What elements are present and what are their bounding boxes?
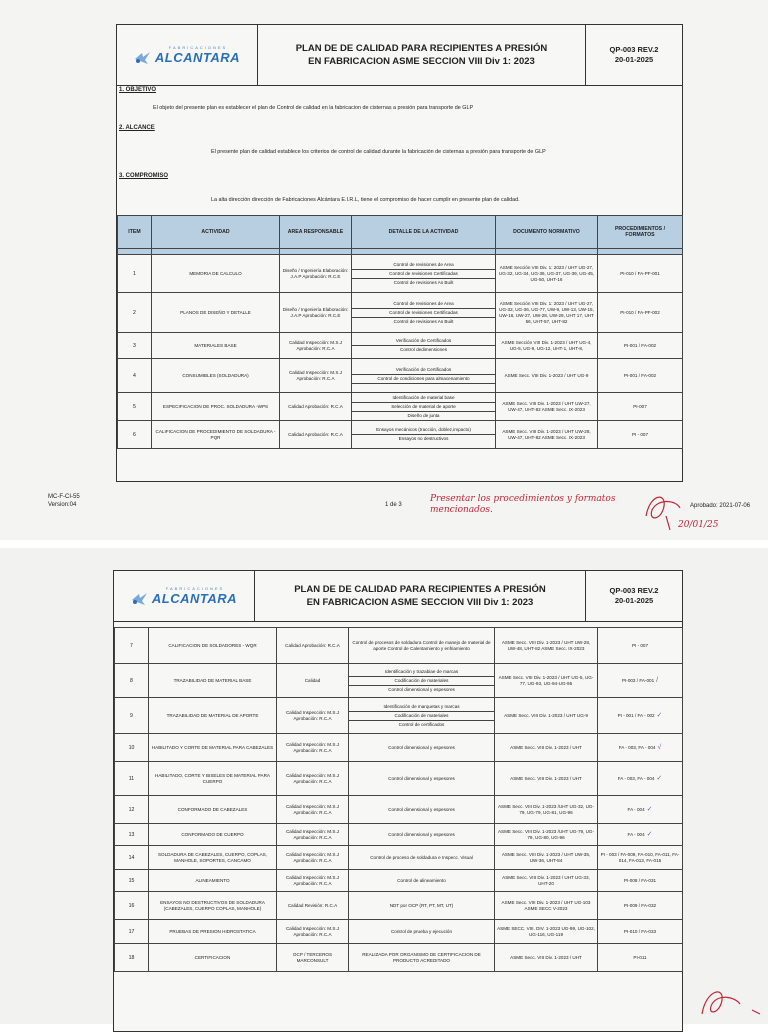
detalle-line [352, 384, 495, 386]
row-procedimientos: FA - 004 ✓ [598, 824, 683, 846]
table-row [118, 359, 683, 393]
detalle-line: Control de certificados [398, 721, 445, 727]
quality-plan-table-p2 [114, 627, 683, 972]
table-row [118, 333, 683, 359]
table-row [118, 393, 683, 421]
row-documento: ASME Secc. VIII Div. 1-2023 /UHT UG-32, UG-79, UG-79, UG-81, UG-96 [495, 796, 598, 824]
row-documento: ASME Secc. VIII Div. 1-2023 /UHT UG-79, UG-79, UG-80, UG-96 [495, 824, 598, 846]
row-area: Calidad Inspección: M.S.J Aprobación: R.C.A [277, 762, 349, 796]
logo-wordmark: ALCANTARA [154, 50, 241, 65]
row-documento: ASME Secc. VIII Div. 1-2023 / UHT [495, 734, 598, 762]
detalle-line: Control de revisiones de Area [352, 300, 495, 309]
detalle-line: Control de revisiones Certificadas [352, 270, 495, 279]
row-detalle [352, 393, 496, 421]
row-procedimientos: PI-009 / FA-032 [598, 892, 683, 920]
row-documento: ASME Secc. VIII Div. 1-2023 / UHT UW-28, UW-47, UHT-82 ASME Secc. IX-2023 [496, 421, 598, 449]
title-line-1: PLAN DE DE CALIDAD PARA RECIPIENTES A PRESIÓN [295, 43, 548, 54]
row-item: 2 [118, 293, 152, 333]
row-documento: ASME Secc. VIII Div. 1-2023 / UHT UW-28, UW-48, UHT-82 ASME Secc. IX-2023 [495, 628, 598, 664]
check-mark-icon: ✓ [654, 711, 663, 719]
row-documento: ASME Secc. VIII Div. 1-2023 / UHT [495, 762, 598, 796]
row-area: Calidad Aprobación: R.C.A [277, 628, 349, 664]
row-documento: ASME Secc. VIII Div. 1-2023 / UHT UW-27, UW-47, UHT-82 ASME Secc. IX-2023 [496, 393, 598, 421]
row-item: 6 [118, 421, 152, 449]
detalle-line: Control de alineamiento [397, 877, 446, 883]
quality-plan-table-p1 [117, 215, 683, 449]
row-area: Calidad Aprobación: R.C.A [280, 393, 352, 421]
alcantara-logo-icon [131, 592, 149, 606]
row-documento: ASME Secc. VIII Div. 1-2023 / UHT UG-33, UHT-20 [495, 870, 598, 892]
row-procedimientos: PI-001 / FA-002 [598, 359, 683, 393]
table-row [115, 664, 683, 698]
form-code: MC-F-CI-55 [48, 494, 80, 500]
row-actividad: ESPECIFICACION DE PROC. SOLDADURA -WPS [152, 393, 280, 421]
row-documento: ASME Secc. VIII Div. 1-2023 / UHT UG-5, UG-77, UG-93, UG-94-UG-95 [495, 664, 598, 698]
handwritten-note: Presentar los procedimientos y formatos mencionados. [430, 494, 616, 515]
table-row [115, 796, 683, 824]
detalle-line: Control de revisiones As Built [393, 318, 454, 324]
row-actividad: CERTIFICACION [149, 944, 277, 972]
row-area: Calidad Inspección: M.S.J Aprobación: R.C.A [280, 333, 352, 359]
title-line-2-p2: EN FABRICACION ASME SECCION VIII Div 1: 2023 [306, 597, 534, 608]
row-actividad: CALIFICACION DE PROCEDIMIENTO DE SOLDADURA - PQR [152, 421, 280, 449]
row-item: 16 [115, 892, 149, 920]
row-actividad: CONSUMIBLES (SOLDADURA) [152, 359, 280, 393]
row-area: Calidad Inspección: M.S.J Aprobación: R.C.A [277, 824, 349, 846]
detalle-line: Control dimensional y espesores [388, 775, 455, 781]
document-code-p2: QP-003 REV.2 [609, 586, 659, 595]
page-1-header [117, 25, 682, 86]
row-item: 10 [115, 734, 149, 762]
row-detalle [349, 664, 495, 698]
table-row [115, 628, 683, 664]
row-documento: ASME Secc. VIII Div. 1-2023 / UHT UG-9 [495, 698, 598, 734]
row-documento: ASME SECC. VIII. DIV. 1-2023 UG-99, UG-102, UG-116, UG-119 [495, 920, 598, 944]
row-area: Calidad Inspección: M.S.J Aprobación: R.C.A [277, 796, 349, 824]
detalle-line: NDT por OCP (RT, PT, MT, UT) [389, 902, 454, 908]
row-procedimientos: PI-010 / FA-PF-001 [598, 255, 683, 293]
alcantara-logo-icon [134, 51, 152, 65]
row-procedimientos: PI-010 / FA-033 [598, 920, 683, 944]
row-area: Calidad Inspección: M.S.J Aprobación: R.C.A [277, 920, 349, 944]
row-actividad: PLANOS DE DISEÑO Y DETALLE [152, 293, 280, 333]
row-procedimientos: FA - 003, FA - 004 ✓ [598, 762, 683, 796]
alcance-text: El presente plan de calidad establece los criterios de control de calidad durante la fabricación de cisternas a presión para transporte de GLP [211, 149, 546, 155]
title-line-2: EN FABRICACION ASME SECCION VIII Div 1: 2023 [308, 56, 535, 67]
col-area: AREA RESPONSABLE [280, 216, 352, 249]
table-row [118, 421, 683, 449]
table-row [115, 698, 683, 734]
row-area: Diseño / Ingeniería Elaboración: J.A.P Aprobación: R.C.E [280, 255, 352, 293]
row-detalle [349, 734, 495, 762]
detalle-line: Control de revisiones As Built [393, 279, 454, 285]
detalle-line: Control dimensional y espesores [388, 831, 455, 837]
row-procedimientos: PI-008 / FA-031 [598, 870, 683, 892]
row-procedimientos: PI-011 [598, 944, 683, 972]
page-1-frame [116, 24, 683, 482]
row-actividad: CONFORMADO DE CUERPO [149, 824, 277, 846]
document-title-p2 [255, 571, 586, 621]
row-actividad: MATERIALES BASE [152, 333, 280, 359]
row-item: 1 [118, 255, 152, 293]
col-documento: DOCUMENTO NORMATIVO [496, 216, 598, 249]
row-actividad: ALINEAMIENTO [149, 870, 277, 892]
row-actividad: ENSAYOS NO DESTRUCTIVOS DE SOLDADURA (CABEZALES, CUERPO COPLAS, MANHOLE) [149, 892, 277, 920]
row-procedimientos: PI - 007 [598, 628, 683, 664]
detalle-line: Identificación de material base [352, 394, 495, 403]
row-actividad: CONFORMADO DE CABEZALES [149, 796, 277, 824]
col-item: ITEM [118, 216, 152, 249]
row-item: 12 [115, 796, 149, 824]
detalle-line: Codificación de materiales [349, 677, 494, 686]
document-date: 20-01-2025 [614, 55, 654, 64]
col-actividad: ACTIVIDAD [152, 216, 280, 249]
row-procedimientos: PI - 007 [598, 421, 683, 449]
row-actividad: MEMORIA DE CALCULO [152, 255, 280, 293]
row-detalle [349, 628, 495, 664]
detalle-line: Control dimensional y espesores [388, 744, 455, 750]
col-detalle: DETALLE DE LA ACTIVIDAD [352, 216, 496, 249]
detalle-line: Identificación de marquetas y marcas [349, 703, 494, 712]
compromiso-text: La alta dirección dirección de Fabricaciones Alcántara E.I.R.L, tiene el compromiso de hacer cumplir en presente plan de calidad. [211, 197, 520, 203]
document-page-2 [0, 548, 768, 1024]
row-documento: ASME Secc. VIII Div. 1-2023 / UHT UG-9 [496, 359, 598, 393]
row-procedimientos: PI-003 / FA-001 / [598, 664, 683, 698]
table-row [118, 255, 683, 293]
table-row [118, 293, 683, 333]
row-documento: ASME Sección VIII Div. 1: 2023 / UHT UG-27, UG-32, UG-34, UG-36, UG-37, UG-39, UG-45, UG-50, UHT-16 [496, 255, 598, 293]
row-procedimientos: PI - 003 / FA-009, FA-010, FA-011, FA-014, FA-013, FA-015 [598, 846, 683, 870]
row-procedimientos: PI-001 / FA-002 [598, 333, 683, 359]
row-detalle [349, 944, 495, 972]
handwritten-date: 20/01/25 [678, 520, 719, 530]
table-row [115, 734, 683, 762]
row-area: Calidad [277, 664, 349, 698]
detalle-line: REALIZADA POR ORGANISMO DE CERTIFICACION DE PRODUCTO ACREDITADO [362, 951, 481, 963]
row-detalle [349, 824, 495, 846]
row-item: 4 [118, 359, 152, 393]
detalle-line: Verificación de Certificados [352, 366, 495, 375]
check-mark-icon: √ [655, 743, 662, 751]
document-code-box [586, 25, 682, 85]
check-mark-icon: ✓ [654, 774, 663, 782]
row-detalle [352, 255, 496, 293]
approval-date: Aprobado: 2021-07-06 [690, 503, 751, 509]
detalle-line: Verificación de Certificados [352, 337, 495, 346]
document-date-p2: 20-01-2025 [614, 596, 654, 605]
row-detalle [352, 359, 496, 393]
row-actividad: HABILITADO Y CORTE DE MATERIAL PARA CABEZALES [149, 734, 277, 762]
row-detalle [352, 293, 496, 333]
document-code: QP-003 REV.2 [609, 45, 659, 54]
row-detalle [352, 333, 496, 359]
form-version: Version:04 [48, 502, 77, 508]
detalle-line: Selección de material de aporte [352, 403, 495, 412]
logo-tagline-p2: FABRICACIONES [165, 586, 225, 591]
table-row [115, 892, 683, 920]
row-detalle [352, 421, 496, 449]
row-detalle [349, 698, 495, 734]
detalle-line: Control dimensional y espesores [388, 686, 455, 692]
row-item: 7 [115, 628, 149, 664]
row-item: 17 [115, 920, 149, 944]
row-area: Calidad Inspección: M.S.J Aprobación: R.C.A [277, 870, 349, 892]
compromiso-heading: 3. COMPROMISO [119, 173, 169, 179]
detalle-line: Control de prueba y ejecución [390, 928, 453, 934]
row-detalle [349, 892, 495, 920]
detalle-line: Control de proceso de soldadura e Inspecc. Visual [370, 854, 473, 860]
detalle-line: Ensayos no destructivos [398, 436, 449, 441]
page-2-frame [113, 570, 683, 1032]
row-detalle [349, 762, 495, 796]
row-procedimientos: FA - 003, FA - 004 √ [598, 734, 683, 762]
row-item: 8 [115, 664, 149, 698]
row-area: Calidad Inspección: M.S.J Aprobación: R.C.A [277, 698, 349, 734]
row-detalle [349, 920, 495, 944]
table-row [115, 920, 683, 944]
row-detalle [349, 796, 495, 824]
row-item: 9 [115, 698, 149, 734]
detalle-line: Ensayos mecánicos (tracción, doblez,impacto) [352, 426, 495, 435]
row-area: Calidad Inspección: M.S.J Aprobación: R.C.A [280, 359, 352, 393]
row-documento: ASME Sección VIII Div. 1: 2023 / UHT UG-27, UG-32, UG-36, UG-77, UW-9, UW-13, UW-15, UW-16, UW-27, UW-28, UW-29, UHT 17, UHT 56, UHT-57, UHT-82 [496, 293, 598, 333]
col-procedimientos: PROCEDIMIENTOS / FORMATOS [598, 216, 683, 249]
row-item: 14 [115, 846, 149, 870]
row-actividad: TRAZABILIDAD DE MATERIAL BASE [149, 664, 277, 698]
row-documento: ASME Sección VIII Div. 1-2023 / UHT UG-4, UG-5, UG-9, UG-12, UHT-1, UHT-8, [496, 333, 598, 359]
row-actividad: SOLDADURA DE CABEZALES, CUERPO, COPLAS, MANHOLE, SOPORTES, CANCAMO [149, 846, 277, 870]
document-code-box-p2 [586, 571, 682, 621]
row-area: Calidad Revisión: R.C.A [277, 892, 349, 920]
table-row [115, 824, 683, 846]
check-mark-icon: ✓ [644, 805, 653, 813]
row-item: 3 [118, 333, 152, 359]
row-area: Calidad Inspección: M.S.J Aprobación: R.C.A [277, 734, 349, 762]
row-area: Calidad Inspección: M.S.J Aprobación: R.C.A [277, 846, 349, 870]
signature-mark-p2 [694, 980, 766, 1024]
row-item: 13 [115, 824, 149, 846]
detalle-line: Codificación de materiales [349, 712, 494, 721]
title-line-1-p2: PLAN DE DE CALIDAD PARA RECIPIENTES A PRESIÓN [294, 584, 546, 595]
logo-wordmark-p2: ALCANTARA [151, 591, 238, 606]
table-row [115, 870, 683, 892]
page-2-header [114, 571, 682, 622]
check-mark-icon: ✓ [644, 830, 653, 838]
row-item: 18 [115, 944, 149, 972]
row-documento: ASME Secc. VIII Div. 1-2023 / UHT [495, 944, 598, 972]
row-actividad: CALIFICACION DE SOLDADORES - WQR [149, 628, 277, 664]
detalle-line: Control dimensional y espesores [388, 806, 455, 812]
row-item: 5 [118, 393, 152, 421]
detalle-line: Control de condiciones para almacenamiento [352, 375, 495, 384]
row-procedimientos: FA - 004 ✓ [598, 796, 683, 824]
row-detalle [349, 846, 495, 870]
row-item: 11 [115, 762, 149, 796]
detalle-line: Control de revisiones de Area [352, 261, 495, 270]
check-mark-icon: / [654, 676, 659, 684]
row-item: 15 [115, 870, 149, 892]
detalle-line: Control de revisiones Certificadas [352, 309, 495, 318]
row-procedimientos: PI - 001 / FA - 002 ✓ [598, 698, 683, 734]
row-area: Calidad Aprobación: R.C.A [280, 421, 352, 449]
logo-tagline: FABRICACIONES [168, 45, 228, 50]
company-logo [117, 25, 258, 85]
page-number: 1 de 3 [385, 502, 402, 508]
detalle-line: Diseño de junta [407, 412, 440, 418]
page-separator [0, 540, 768, 548]
objetivo-text: El objeto del presente plan es establecer el plan de Control de calidad en la fabricacion de cisternas a presión para transporte de GLP [153, 105, 474, 111]
table-row [115, 944, 683, 972]
row-actividad: HABILITADO, CORTE Y BISELES DE MATERIAL PARA CUERPO [149, 762, 277, 796]
company-logo-p2 [114, 571, 255, 621]
detalle-line: Identificación y trazabiae de marcas [349, 668, 494, 677]
form-code-block [48, 493, 80, 509]
alcance-heading: 2. ALCANCE [119, 125, 155, 131]
row-documento: ASME Secc. VIII Div. 1-2023 / UHT UG-103 ASME SECC V-2023 [495, 892, 598, 920]
objetivo-heading: 1. OBJETIVO [119, 87, 157, 93]
row-actividad: PRUEBAS DE PRESION HIDROSTATICA [149, 920, 277, 944]
row-detalle [349, 870, 495, 892]
table-row [115, 846, 683, 870]
row-procedimientos: PI-010 / FA-PF-002 [598, 293, 683, 333]
table-row [115, 762, 683, 796]
document-title [258, 25, 586, 85]
row-actividad: TRAZABILIDAD DE MATERIAL DE APORTE [149, 698, 277, 734]
row-area: Diseño / Ingeniería Elaboración: J.A.P Aprobación: R.C.E [280, 293, 352, 333]
detalle-line: Control dedimensiones [400, 347, 447, 352]
row-area: OCP / TERCEROS MARCONSULT [277, 944, 349, 972]
detalle-line: Control de procesos de soldadura Control de manejo de material de aporte Control de Calentamiento y enfriamiento [352, 639, 491, 651]
row-procedimientos: PI-007 [598, 393, 683, 421]
row-documento: ASME Secc. VIII Div. 1-2023 / UHT UW-35, UW-36, UHT-84 [495, 846, 598, 870]
